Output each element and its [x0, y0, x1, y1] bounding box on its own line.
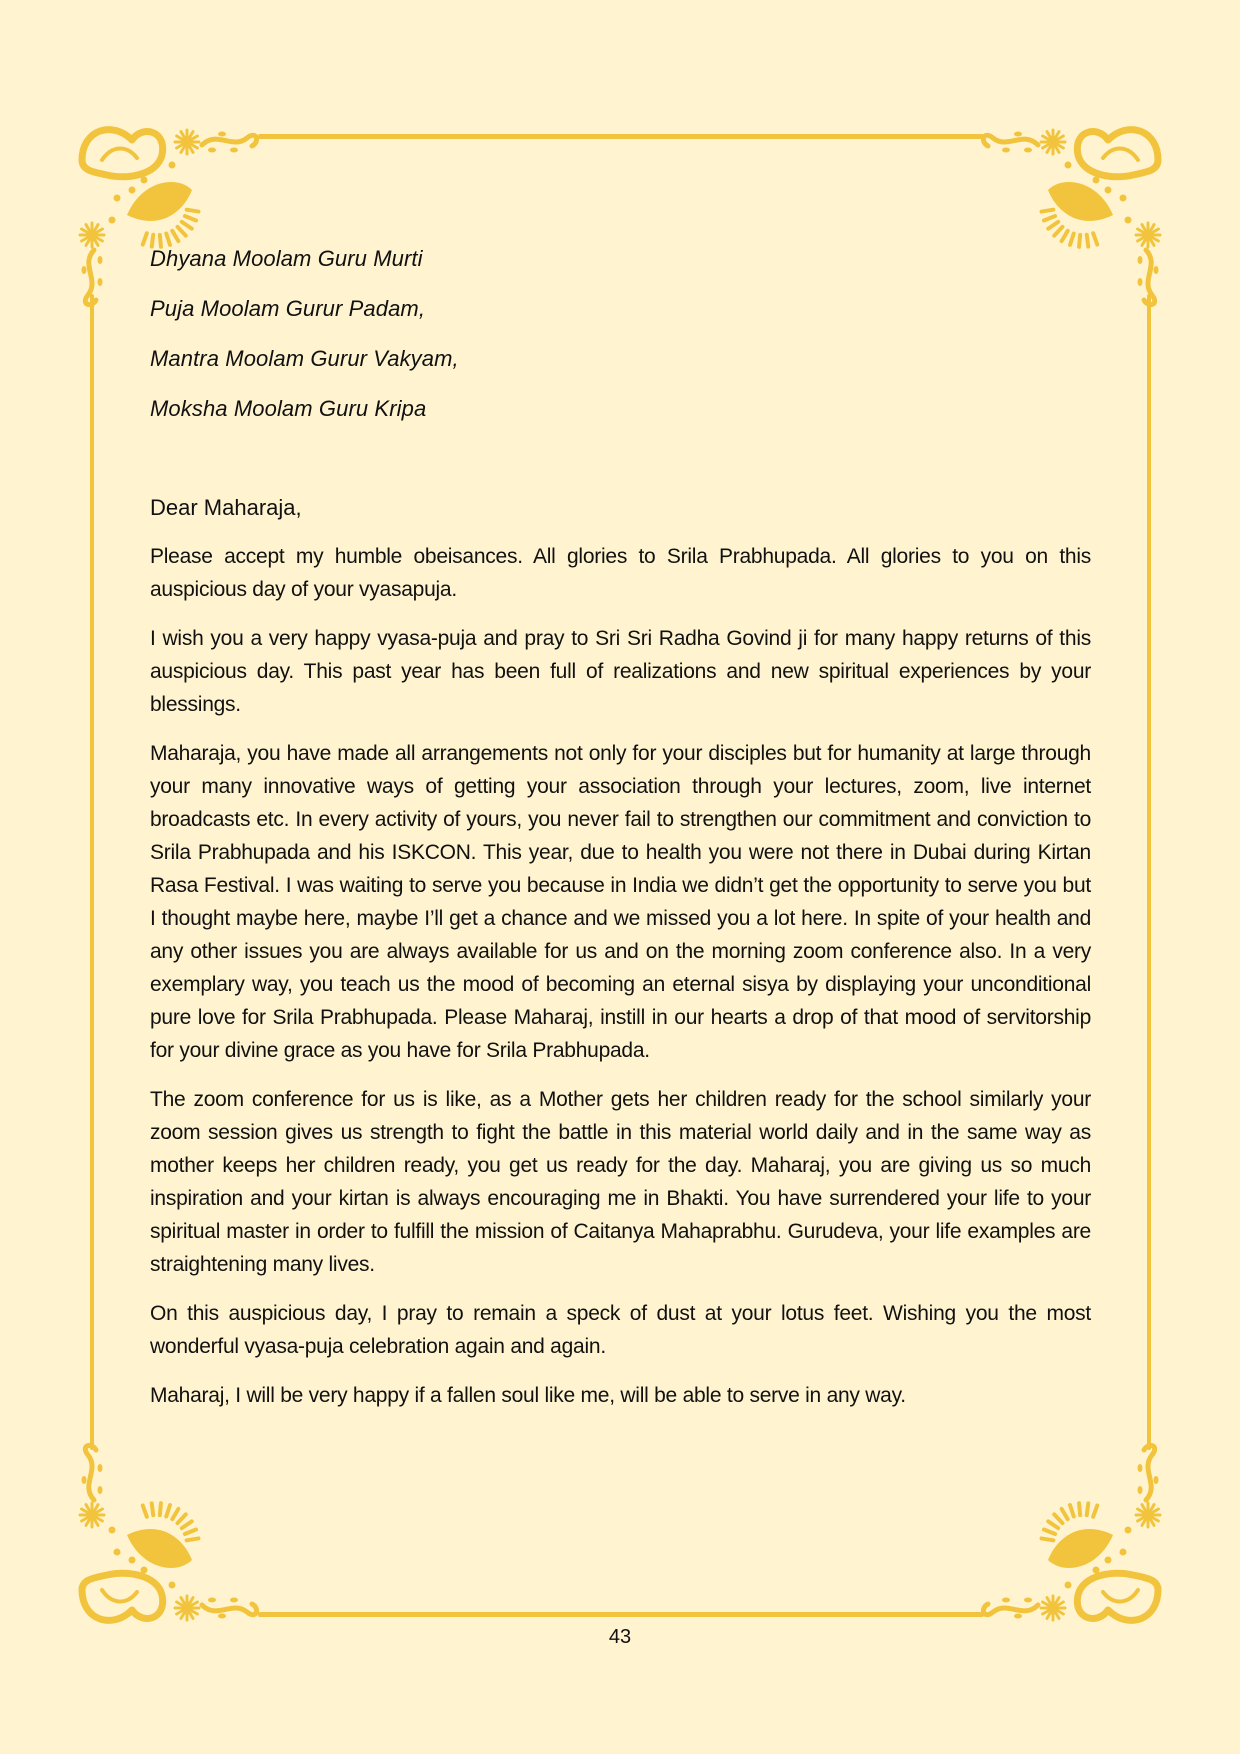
floral-corner-ornament-icon — [978, 1440, 1168, 1630]
page-number: 43 — [608, 1626, 632, 1648]
verse-line: Mantra Moolam Gurur Vakyam, — [150, 346, 459, 371]
invocation-verse — [150, 246, 1091, 422]
verse-line: Puja Moolam Gurur Padam, — [150, 296, 426, 321]
letter-content — [150, 246, 1091, 1428]
border-left-line — [90, 294, 94, 1450]
paragraph: Maharaj, I will be very happy if a fallen soul like me, will be able to serve in any way. — [150, 1384, 906, 1407]
verse-line: Dhyana Moolam Guru Murti — [150, 246, 423, 271]
paragraph: Maharaja, you have made all arrangements not only for your disciples but for humanity at large through your many innovative ways of getting your association through your lectures, zoom, live internet broadcasts etc. In every activity of yours, you never fail to strengthen our commitment and conviction to Srila Prabhupada and his ISKCON. This year, due to health you were not there in Dubai during Kirtan Rasa Festival. I was waiting to serve you because in India we didn’t get the opportunity to serve you but I thought maybe here, maybe I’ll get a chance and we missed you a lot here. In spite of your health and any other issues you are always available for us and on the morning zoom conference also. In a very exemplary way, you teach us the mood of becoming an eternal sisya by displaying your unconditional pure love for Srila Prabhupada. Please Maharaj, instill in our hearts a drop of that mood of servitorship for your divine grace as you have for Srila Prabhupada. — [150, 742, 1091, 1062]
paragraph: The zoom conference for us is like, as a Mother gets her children ready for the school similarly your zoom session gives us strength to fight the battle in this material world daily and in the same way as mother keeps her children ready, you get us ready for the day. Maharaj, you are giving us so much inspiration and your kirtan is always encouraging me in Bhakti. You have surrendered your life to your spiritual master in order to fulfill the mission of Caitanya Mahaprabhu. Gurudeva, your life examples are straightening many lives. — [150, 1088, 1091, 1276]
verse-line: Moksha Moolam Guru Kripa — [150, 396, 427, 421]
paragraph: I wish you a very happy vyasa-puja and pray to Sri Sri Radha Govind ji for many happy returns of this auspicious day. This past year has been full of realizations and new spiritual experiences by your blessings. — [150, 627, 1091, 716]
floral-corner-ornament-icon — [72, 1440, 262, 1630]
salutation: Dear Maharaja, — [150, 495, 302, 520]
border-top-line — [258, 134, 984, 139]
paragraph: Please accept my humble obeisances. All glories to Srila Prabhupada. All glories to you on this auspicious day of your vyasapuja. — [150, 545, 1091, 601]
border-bottom-line — [258, 1612, 984, 1617]
paragraph: On this auspicious day, I pray to remain a speck of dust at your lotus feet. Wishing you the most wonderful vyasa-puja celebration again and again. — [150, 1302, 1091, 1358]
border-right-line — [1147, 294, 1151, 1450]
